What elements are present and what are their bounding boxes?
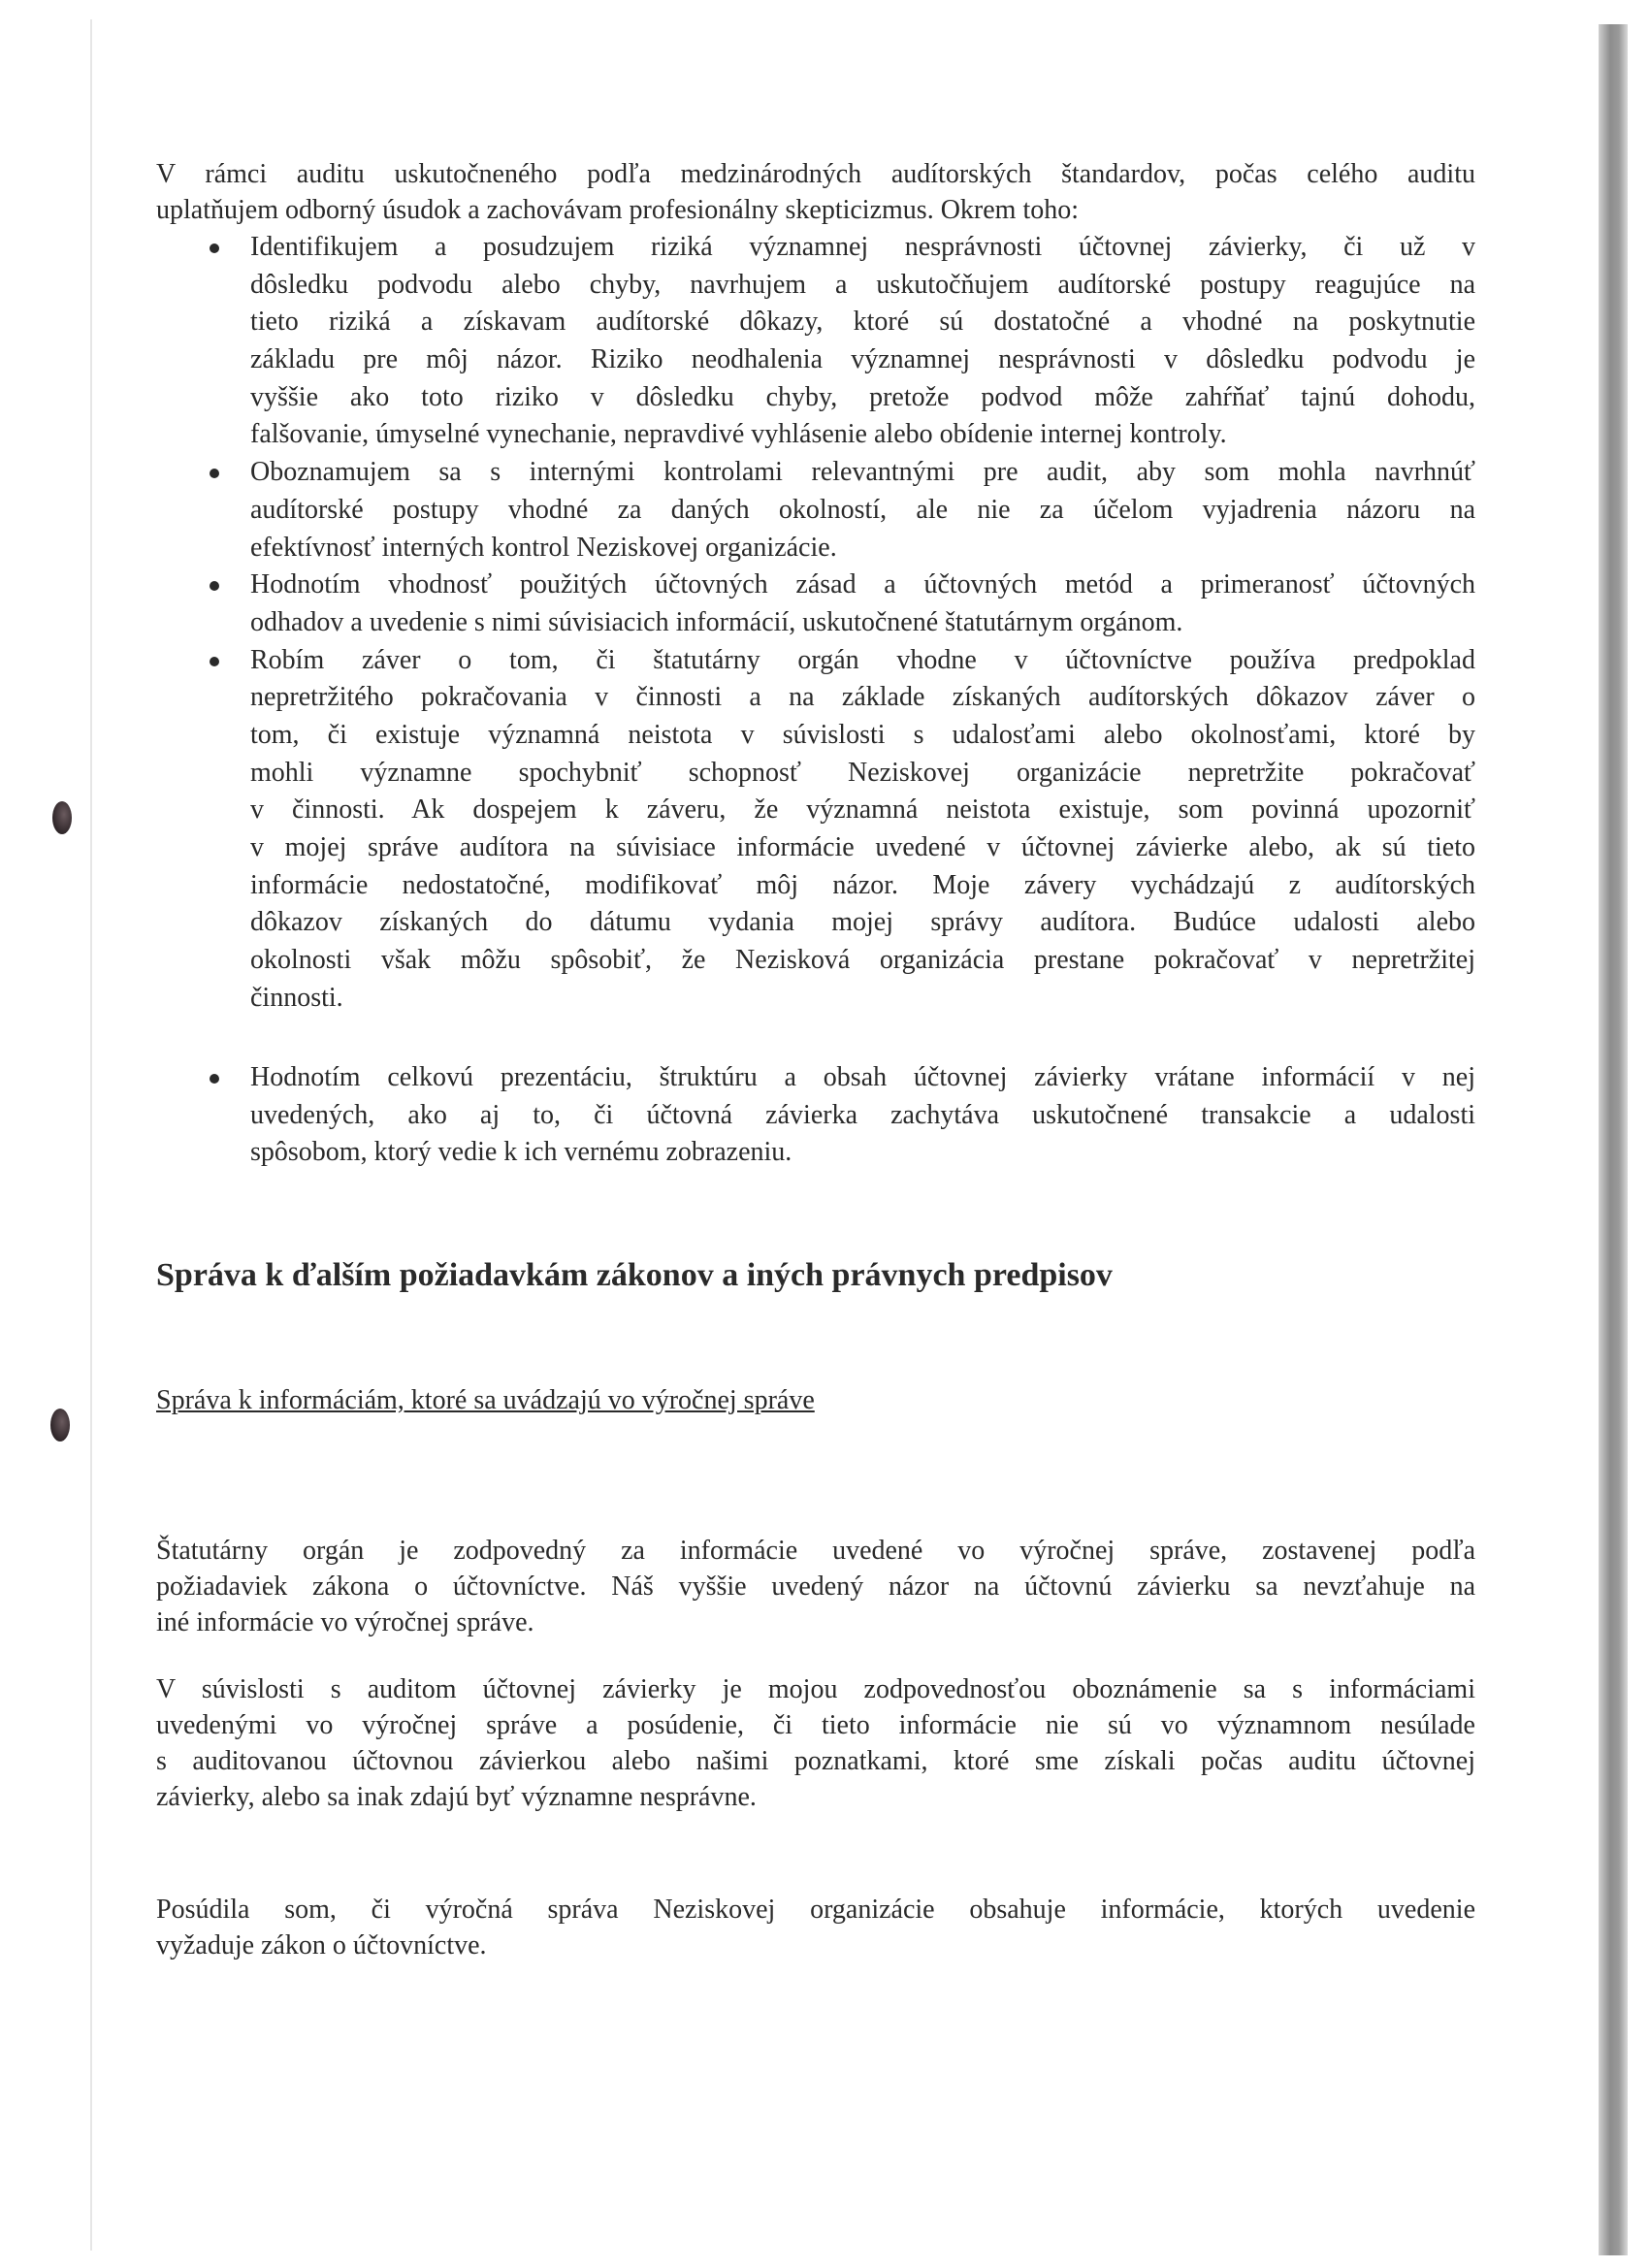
bullet-list <box>250 229 1475 1017</box>
text-line: Hodnotím celkovú prezentáciu, štruktúru a obsah účtovnej závierky vrátane informácií v nej <box>250 1062 1475 1092</box>
text-line: tieto riziká a získavam audítorské dôkazy, ktoré sú dostatočné a vhodné na poskytnutie <box>250 307 1475 338</box>
text-line: okolnosti však môžu spôsobiť, že Nezisková organizácia prestane pokračovať v nepretržitej <box>250 945 1475 976</box>
paragraph <box>156 1671 1475 1815</box>
text-line: dôkazov získaných do dátumu vydania mojej správy audítora. Budúce udalosti alebo <box>250 907 1475 938</box>
bullet-icon <box>210 469 219 478</box>
text-line: nepretržitého pokračovania v činnosti a na základe získaných audítorských dôkazov záver o <box>250 682 1475 713</box>
list-item <box>250 229 1475 454</box>
text-line: spôsobom, ktorý vedie k ich vernému zobrazeniu. <box>250 1137 792 1168</box>
text-line: Hodnotím vhodnosť použitých účtovných zásad a účtovných metód a primeranosť účtovných <box>250 569 1475 600</box>
text-line: vyššie ako toto riziko v dôsledku chyby, pretože podvod môže zahŕňať tajnú dohodu, <box>250 381 1475 412</box>
text-line: uvedenými vo výročnej správe a posúdenie, či tieto informácie nie sú vo významnom nesúlade <box>156 1710 1475 1740</box>
text-line: informácie nedostatočné, modifikovať môj názor. Moje závery vychádzajú z audítorských <box>250 869 1475 900</box>
text-line: požiadaviek zákona o účtovníctve. Náš vyššie uvedený názor na účtovnú závierku sa nevzťahuje na <box>156 1571 1475 1602</box>
text-line: Identifikujem a posudzujem riziká významnej nesprávnosti účtovnej závierky, či už v <box>250 232 1475 262</box>
list-item <box>250 567 1475 641</box>
paragraph <box>156 1533 1475 1640</box>
text-line: závierky, alebo sa inak zdajú byť významne nesprávne. <box>156 1782 757 1812</box>
text-line: odhadov a uvedenie s nimi súvisiacich informácií, uskutočnené štatutárnym orgánom. <box>250 606 1183 637</box>
subsection-heading: Správa k informáciám, ktoré sa uvádzajú vo výročnej správe <box>156 1385 815 1415</box>
punch-hole <box>52 801 72 834</box>
paragraph <box>156 1892 1475 1963</box>
text-line: činnosti. <box>250 982 343 1013</box>
bullet-icon <box>210 581 219 591</box>
text-line: uplatňujem odborný úsudok a zachovávam profesionálny skepticizmus. Okrem toho: <box>156 195 1080 225</box>
text-line: iné informácie vo výročnej správe. <box>156 1607 534 1637</box>
text-line: falšovanie, úmyselné vynechanie, nepravdivé vyhlásenie alebo obídenie internej kontroly. <box>250 419 1227 450</box>
text-line: efektívnosť interných kontrol Neziskovej organizácie. <box>250 532 837 563</box>
text-line: Posúdila som, či výročná správa Neziskovej organizácie obsahuje informácie, ktorých uvedenie <box>156 1895 1475 1925</box>
text-line: Štatutárny orgán je zodpovedný za informácie uvedené vo výročnej správe, zostavenej podľa <box>156 1536 1475 1566</box>
text-line: Oboznamujem sa s internými kontrolami relevantnými pre audit, aby som mohla navrhnúť <box>250 457 1475 488</box>
text-line: v mojej správe audítora na súvisiace informácie uvedené v účtovnej závierke alebo, ak sú tieto <box>250 832 1475 862</box>
text-line: vyžaduje zákon o účtovníctve. <box>156 1930 487 1960</box>
bullet-list-continued <box>250 1059 1475 1172</box>
text-line: mohli významne spochybniť schopnosť Neziskovej organizácie nepretržite pokračovať <box>250 757 1475 788</box>
bullet-icon <box>210 657 219 666</box>
text-line: dôsledku podvodu alebo chyby, navrhujem a uskutočňujem audítorské postupy reagujúce na <box>250 269 1475 300</box>
text-line: V rámci auditu uskutočneného podľa medzinárodných audítorských štandardov, počas celého auditu <box>156 159 1475 189</box>
text-line: v činnosti. Ak dospejem k záveru, že významná neistota existuje, som povinná upozorniť <box>250 794 1475 826</box>
intro-paragraph <box>156 156 1475 228</box>
bullet-icon <box>210 243 219 253</box>
text-line: audítorské postupy vhodné za daných okolností, ale nie za účelom vyjadrenia názoru na <box>250 494 1475 525</box>
text-line: s auditovanou účtovnou závierkou alebo našimi poznatkami, ktoré sme získali počas auditu účtovnej <box>156 1746 1475 1776</box>
text-line: uvedených, ako aj to, či účtovná závierka zachytáva uskutočnené transakcie a udalosti <box>250 1099 1475 1130</box>
list-item <box>250 454 1475 567</box>
bullet-icon <box>210 1074 219 1084</box>
scan-edge-right <box>1599 24 1628 2255</box>
text-line: základu pre môj názor. Riziko neodhalenia významnej nesprávnosti v dôsledku podvodu je <box>250 344 1475 375</box>
section-heading: Správa k ďalším požiadavkám zákonov a iných právnych predpisov <box>156 1257 1113 1293</box>
list-item <box>250 642 1475 1018</box>
page-edge-left <box>90 19 92 2251</box>
text-line: tom, či existuje významná neistota v súvislosti s udalosťami alebo okolnosťami, ktoré by <box>250 719 1475 750</box>
punch-hole <box>50 1409 70 1442</box>
list-item <box>250 1059 1475 1172</box>
text-line: V súvislosti s auditom účtovnej závierky je mojou zodpovednosťou oboznámenie sa s informáciami <box>156 1674 1475 1704</box>
text-line: Robím záver o tom, či štatutárny orgán vhodne v účtovníctve používa predpoklad <box>250 644 1475 675</box>
